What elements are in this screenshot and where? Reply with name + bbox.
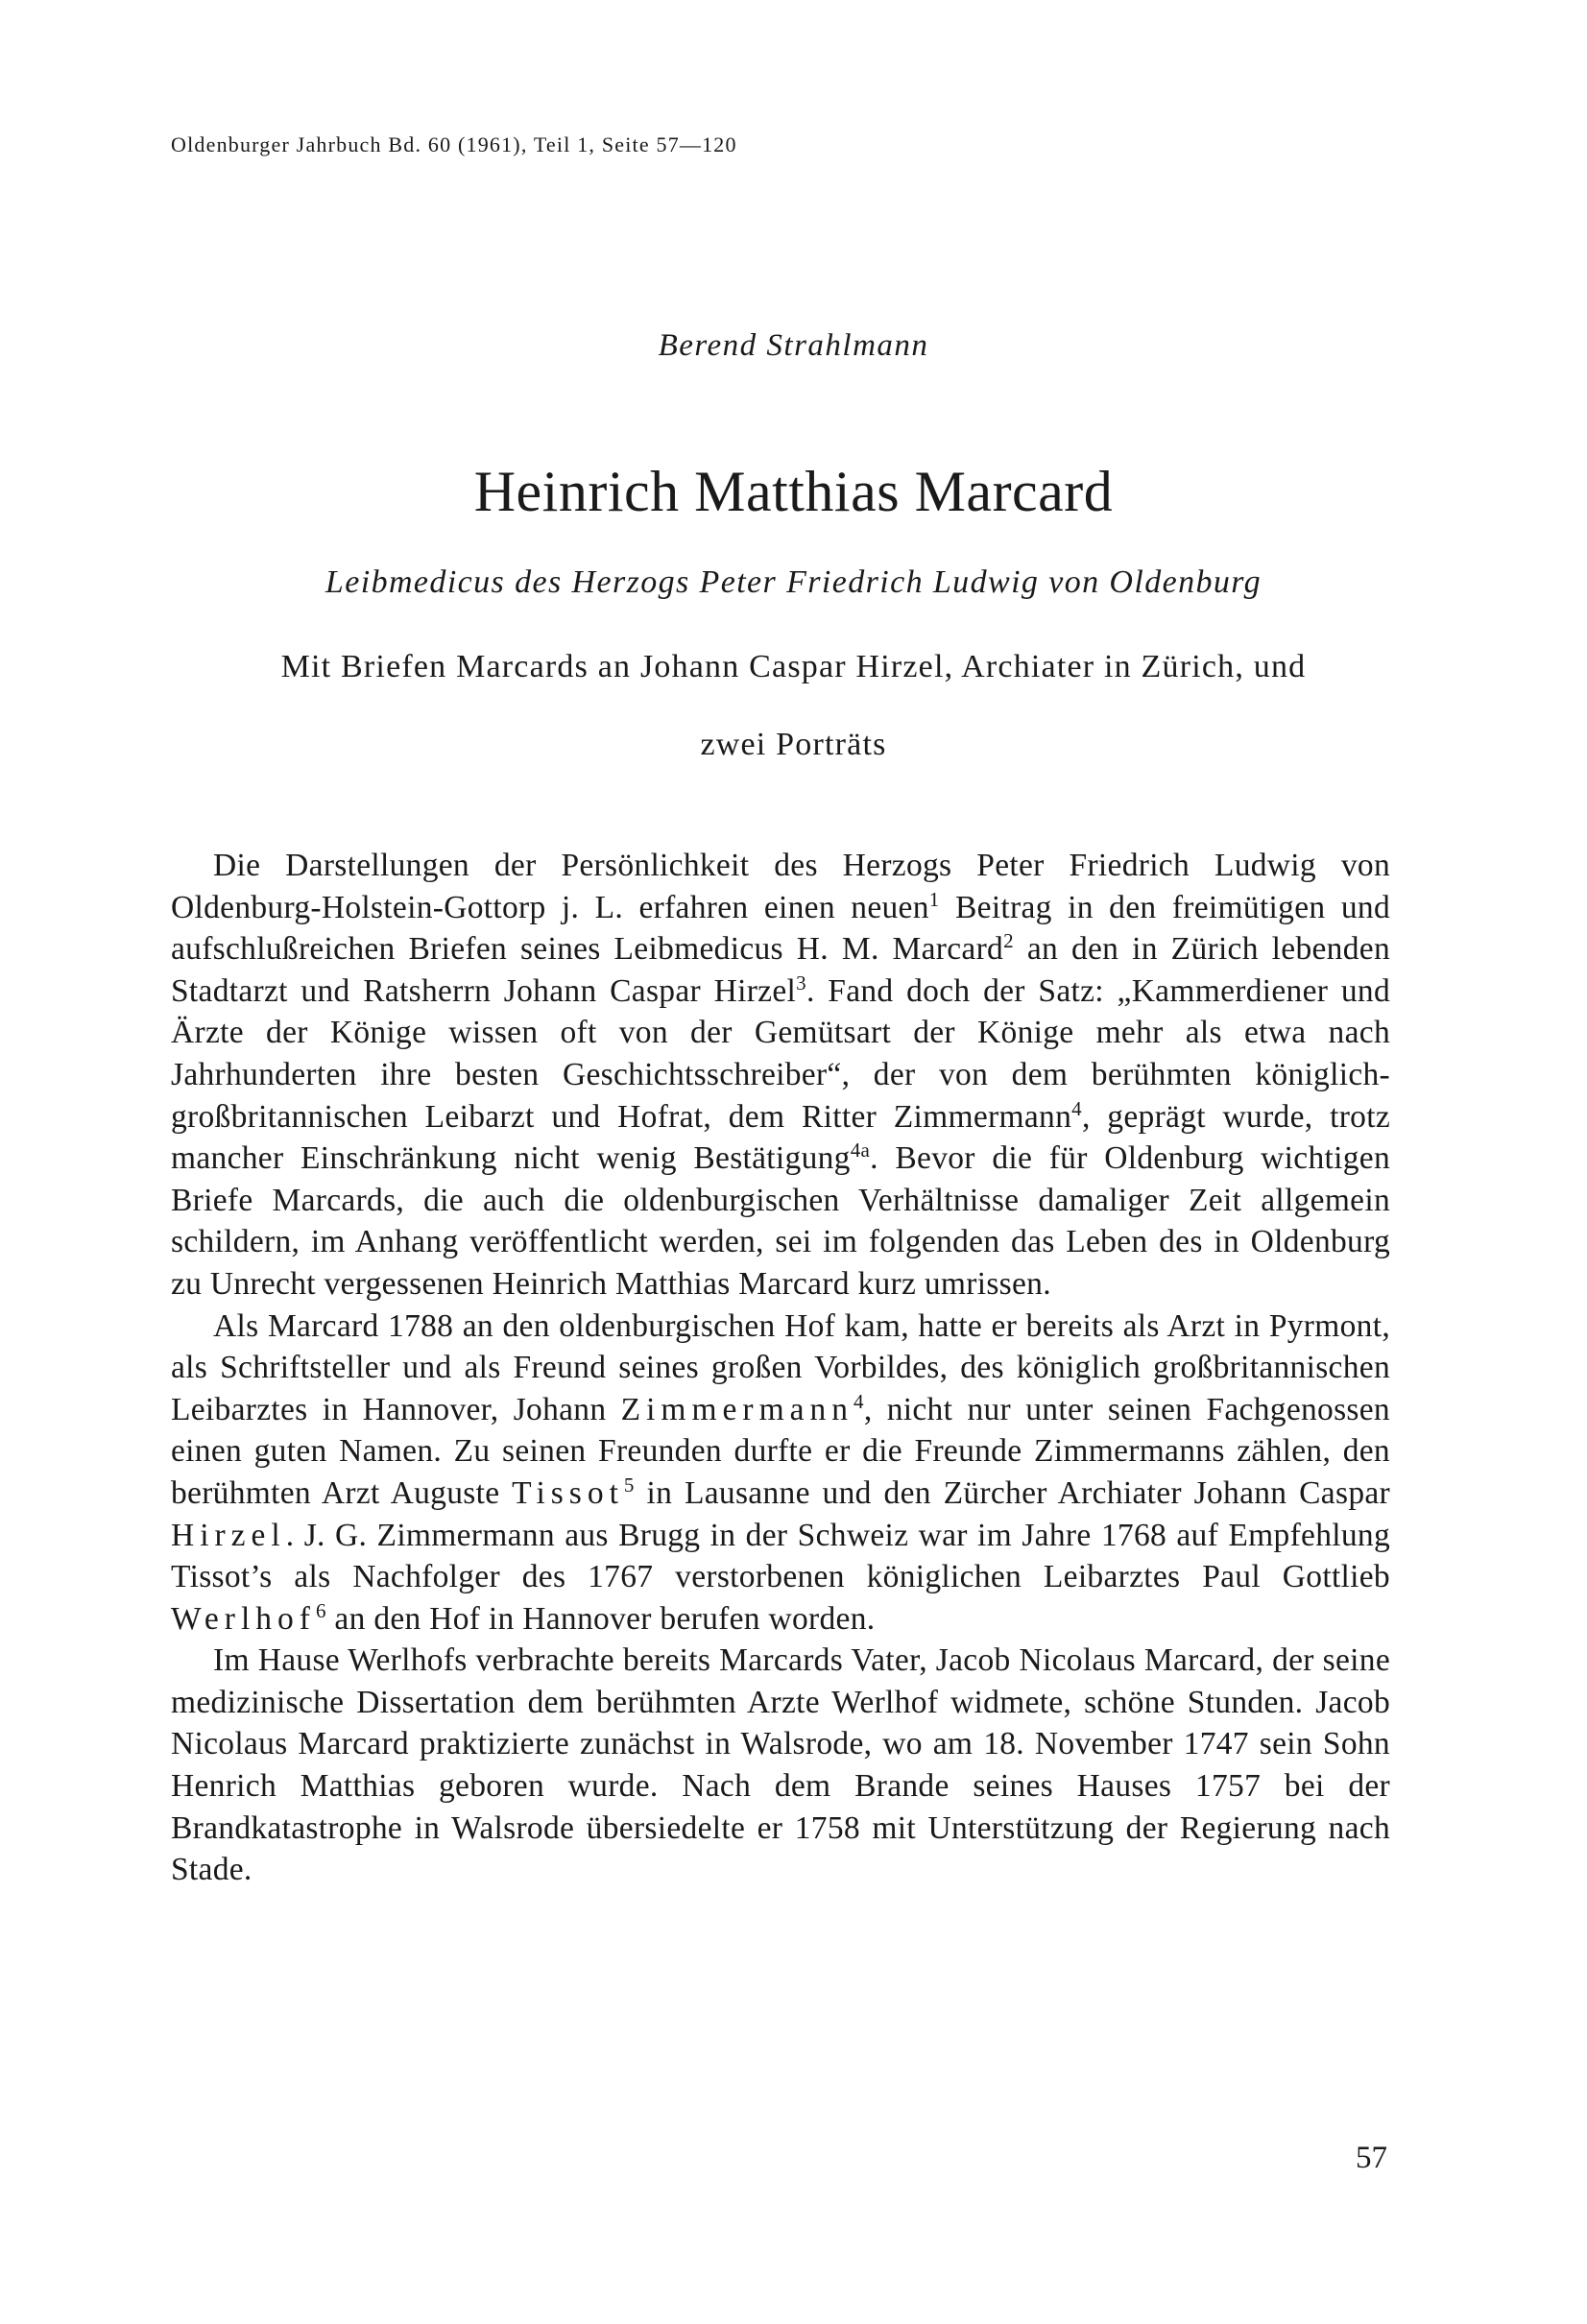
article-title: Heinrich Matthias Marcard [473, 460, 1114, 523]
body-text [171, 845, 1390, 1891]
footnote-ref: 2 [1003, 929, 1014, 953]
running-head: Oldenburger Jahrbuch Bd. 60 (1961), Teil 1, Seite 57—120 [171, 132, 737, 156]
spaced-name: Werlhof [171, 1600, 316, 1637]
article-subline-2: zwei Porträts [700, 727, 887, 762]
footnote-ref: 1 [928, 887, 940, 911]
footnote-ref: 5 [623, 1473, 635, 1497]
spaced-name: Tissot [512, 1474, 624, 1511]
spaced-name: Zimmermann [620, 1391, 854, 1427]
author-name: Berend Strahlmann [658, 328, 929, 363]
footnote-ref: 3 [796, 970, 806, 994]
paragraph-2: Als Marcard 1788 an den oldenburgischen Hof kam, hatte er bereits als Arzt in Pyrmont, als Schriftsteller und als Freund seines großen Vorbildes, des königlich großbritannischen Leibarztes in Hannover, Johann Zimmermann$^4$, nicht nur unter seinen Fachgenossen einen guten Namen. Zu seinen Freunden durfte er die Freunde Zimmermanns zählen, den berühmten Arzt Auguste Tissot$^5$ in Lausanne und den Zürcher Archiater Johann Caspar Hirzel. J. G. Zimmermann aus Brugg in der Schweiz war im Jahre 1768 auf Empfehlung Tissot’s als Nachfolger des 1767 verstorbenen königlichen Leibarztes Paul Gottlieb Werlhof$^6$ an den Hof in Hannover berufen worden. [171, 1307, 1390, 1637]
footnote-ref: 4a [850, 1138, 871, 1162]
article-subtitle: Leibmedicus des Herzogs Peter Friedrich Ludwig von Oldenburg [325, 564, 1262, 600]
footnote-ref: 6 [315, 1598, 326, 1622]
article-subline-1: Mit Briefen Marcards an Johann Caspar Hirzel, Archiater in Zürich, und [280, 649, 1307, 684]
footnote-ref: 4 [854, 1389, 864, 1413]
spaced-name: Hirzel [171, 1517, 286, 1553]
paragraph-1: Die Darstellungen der Persönlichkeit des Herzogs Peter Friedrich Ludwig von Oldenburg-Holstein-Gottorp j. L. erfahren einen neuen$^1$ Beitrag in den freimütigen und aufschlußreichen Briefen seines Leibmedicus H. M. Marcard$^2$ an den in Zürich lebenden Stadtarzt und Ratsherrn Johann Caspar Hirzel$^3$. Fand doch der Satz: „Kammerdiener und Ärzte der Könige wissen oft von der Gemütsart der Könige mehr als etwa nach Jahrhunderten ihre besten Geschichtsschreiber“, der von dem berühmten königlich-großbritannischen Leibarzt und Hofrat, dem Ritter Zimmermann$^4$, geprägt wurde, trotz mancher Einschränkung nicht wenig Bestätigung$^{4a}$. Bevor die für Oldenburg wichtigen Briefe Marcards, die auch die oldenburgischen Verhältnisse damaliger Zeit allgemein schildern, im Anhang veröffentlicht werden, sei im folgenden das Leben des in Oldenburg zu Unrecht vergessenen Heinrich Matthias Marcard kurz umrissen. [171, 848, 1390, 1302]
page-number: 57 [1356, 2141, 1387, 2175]
paragraph-3: Im Hause Werlhofs verbrachte bereits Marcards Vater, Jacob Nicolaus Marcard, der seine medizinische Dissertation dem berühmten Arzte Werlhof widmete, schöne Stunden. Jacob Nicolaus Marcard praktizierte zunächst in Walsrode, wo am 18. November 1747 sein Sohn Henrich Matthias geboren wurde. Nach dem Brande seines Hauses 1757 bei der Brandkatastrophe in Walsrode übersiedelte er 1758 mit Unterstützung der Regierung nach Stade. [171, 1642, 1390, 1888]
footnote-ref: 4 [1071, 1096, 1082, 1120]
